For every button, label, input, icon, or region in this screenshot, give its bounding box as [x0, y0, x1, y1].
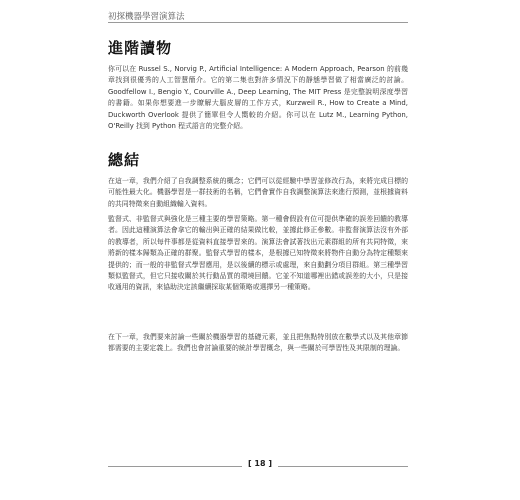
further-reading-heading: 進階讀物: [108, 39, 173, 57]
page-number: [ 18 ]: [242, 459, 278, 468]
summary-paragraph-2: 監督式、非監督式與強化是三種主要的學習策略。第一種會假設有位可提供準確的誤差回饋的教導者。因此這種演算法會拿它的輸出與正確的結果做比較，並據此修正參數。非監督演算法沒有外部的教導者，所以每件事都是從資料直接學習來的。演算法會試著找出元素群組的所有共同特徵，來將新的樣本歸類為正確的群聚。監督式學習的樣本，是根據已知特徵來將物件自動分為特定種類來提供的；而一般的非監督式學習應用，是以後續的標示或處理，來自動劃分項目群組。第三種學習類似監督式，但它只接收關於其行動品質的環境回饋。它並不知道哪裡出錯或誤差的大小，只是接收通用的資訊，來協助決定該繼續採取某個策略或選擇另一種策略。: [108, 215, 408, 292]
summary-heading: 總結: [108, 151, 141, 169]
further-reading-section: [108, 38, 408, 132]
running-head: 初探機器學習演算法: [108, 12, 185, 22]
footer-rule-right: [278, 466, 408, 467]
summary-paragraph-1: 在這一章，我們介紹了自我調整系統的概念；它們可以從經驗中學習並修改行為，來將完成目標的可能性最大化。機器學習是一群技術的名稱，它們會實作自我調整演算法來進行預測，並根據資料的共同特徵來自動組織輸入資料。: [108, 177, 408, 208]
further-reading-paragraph: 你可以在 Russel S., Norvig P., Artificial Intelligence: A Modern Approach, Pearson 的前幾章找到很優秀的人工智慧簡介。它的第二集也對許多情況下的靜態學習做了相當廣泛的討論。Goodfellow I., Bengio Y., Courville A., Deep Learning, The MIT Press 是完整說明深度學習的書籍。如果你想要進一步瞭解大腦皮層的工作方式，Kurzweil R., How to Create a Mind, Duckworth Overlook 提供了簡單但令人嚮較的介紹。你可以在 Lutz M., Learning Python, O'Reilly 找到 Python 程式語言的完整介紹。: [108, 65, 408, 131]
summary-section: [108, 150, 408, 366]
footer-rule-left: [108, 466, 242, 467]
summary-paragraph-3: 在下一章，我們要來討論一些關於機器學習的基礎元素，並且把焦點特別放在數學式以及其他章節都需要的主要定義上。我們也會討論重要的統計學習概念，與一些關於可學習性及其限制的理論。: [108, 333, 408, 353]
header-rule: [108, 22, 408, 23]
